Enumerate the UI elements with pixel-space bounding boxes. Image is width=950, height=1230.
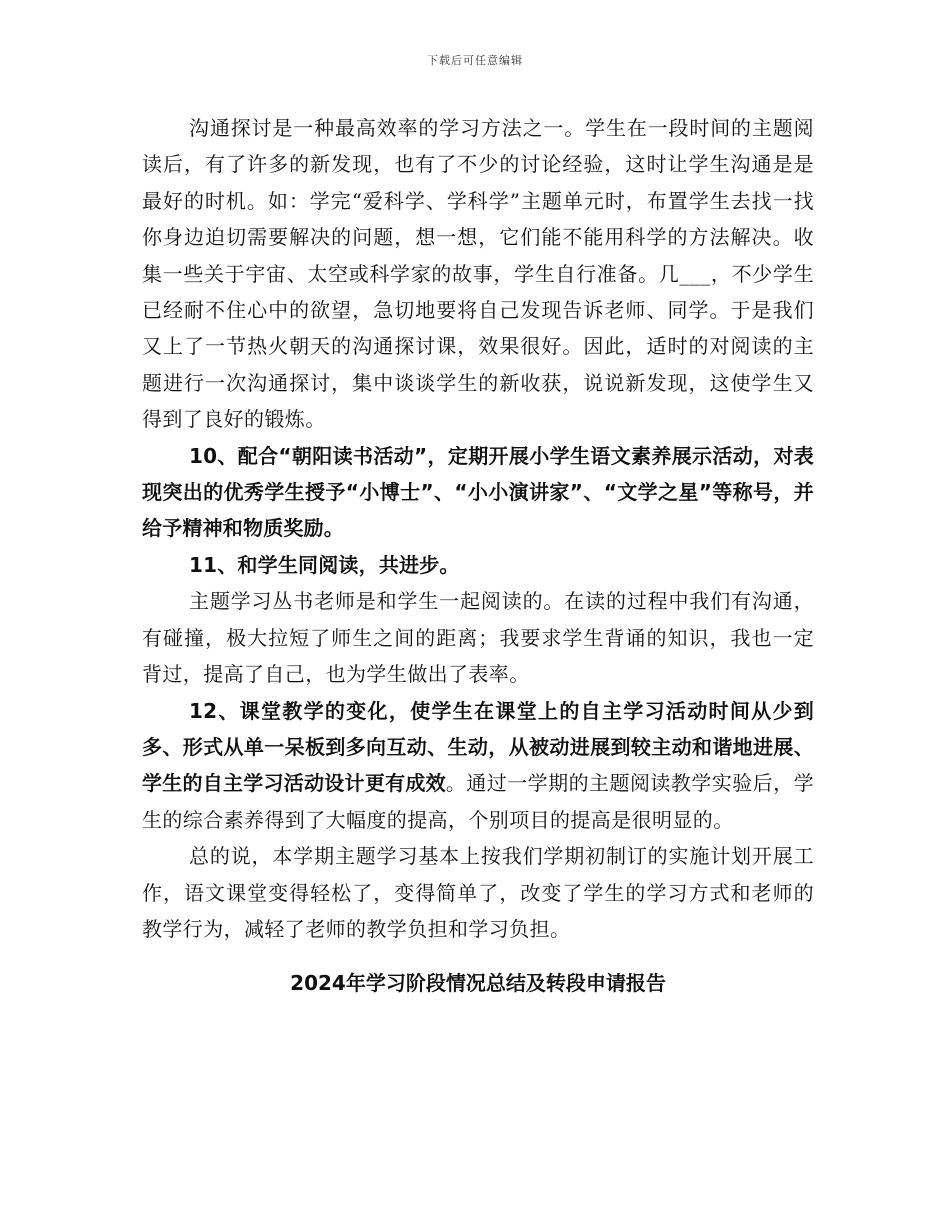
document-body	[142, 110, 814, 1001]
paragraph-summary: 总的说，本学期主题学习基本上按我们学期初制订的实施计划开展工作，语文课堂变得轻松了，变得简单了，改变了学生的学习方式和老师的教学行为，减轻了老师的教学负担和学习负担。	[142, 844, 814, 941]
page-header: 下载后可任意编辑	[427, 54, 523, 67]
next-section-title: 2024年学习阶段情况总结及转段申请报告	[290, 971, 666, 996]
paragraph-reading-together: 主题学习丛书老师是和学生一起阅读的。在读的过程中我们有沟通，有碰撞，极大拉短了师生之间的距离；我要求学生背诵的知识，我也一定背过，提高了自己，也为学生做出了表率。	[142, 589, 814, 687]
paragraph-item-10: 10、配合“朝阳读书活动”，定期开展小学生语文素养展示活动，对表现突出的优秀学生授予“小博士”、“小小演讲家”、“文学之星”等称号，并给予精神和物质奖励。	[142, 443, 814, 541]
paragraph-discussion: 沟通探讨是一种最高效率的学习方法之一。学生在一段时间的主题阅读后，有了许多的新发现，也有了不少的讨论经验，这时让学生沟通是是最好的时机。如：学完“爱科学、学科学”主题单元时，布置学生去找一找你身边迫切需要解决的问题，想一想，它们能不能用科学的方法解决。收集一些关于宇宙、太空或科学家的故事，学生自行准备。几___，不少学生已经耐不住心中的欲望，急切地要将自己发现告诉老师、同学。于是我们又上了一节热火朝天的沟通探讨课，效果很好。因此，适时的对阅读的主题进行一次沟通探讨，集中谈谈学生的新收获，说说新发现，这使学生又得到了良好的锻炼。	[142, 116, 814, 432]
paragraph-item-12-bold: 12、课堂教学的变化，使学生在课堂上的自主学习活动时间从少到多、形式从单一呆板到多向互动、生动，从被动进展到较主动和谐地进展、学生的自主学习活动设计更有成效	[142, 698, 814, 796]
paragraph-item-12	[142, 693, 814, 839]
paragraph-item-12-rest: 。通过一学期的主题阅读教学实验后，学生的综合素养得到了大幅度的提高，个别项目的提高是很明显的。	[142, 771, 814, 832]
paragraph-item-11: 11、和学生同阅读，共进步。	[189, 552, 460, 577]
